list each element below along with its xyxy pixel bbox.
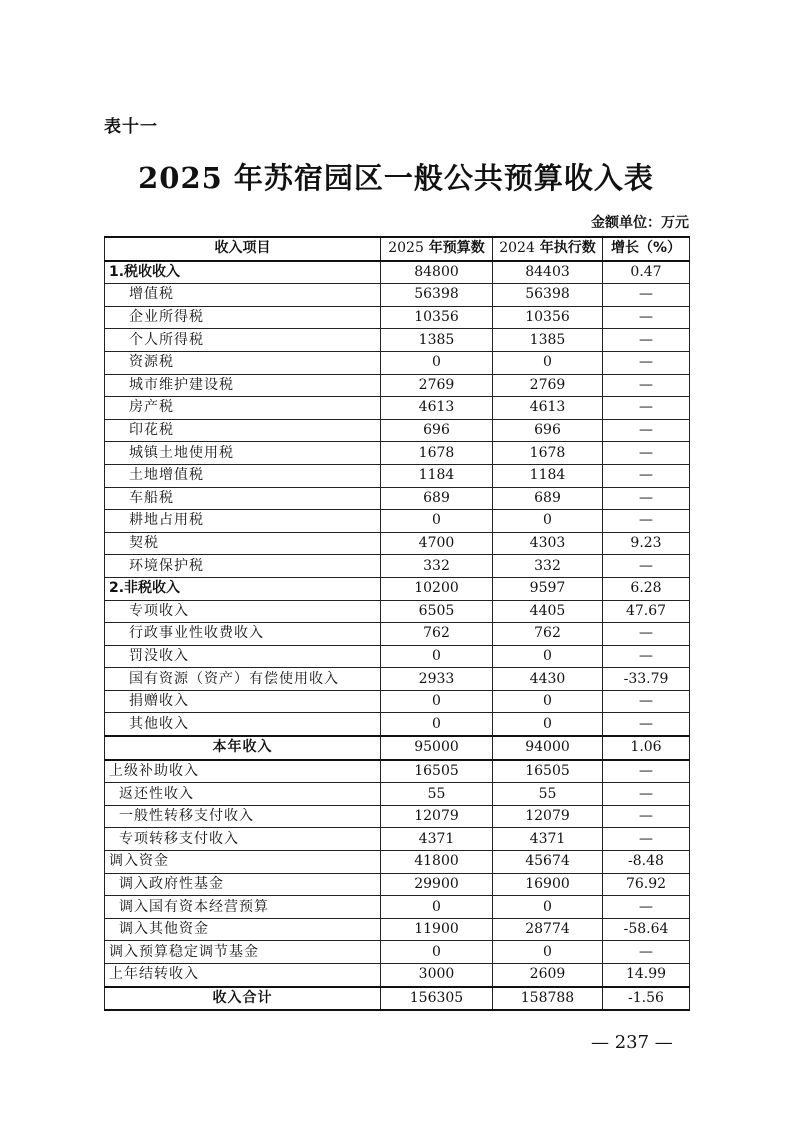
row-item: 专项收入 — [105, 600, 381, 623]
table-row — [105, 577, 690, 600]
table-row — [105, 918, 690, 941]
row-growth: — — [603, 828, 690, 851]
table-row — [105, 329, 690, 352]
row-execution: 0 — [493, 510, 603, 533]
row-budget: 4700 — [381, 532, 493, 555]
table-row — [105, 351, 690, 374]
row-execution: 16900 — [493, 873, 603, 896]
row-execution: 2609 — [493, 964, 603, 987]
row-budget: 10200 — [381, 577, 493, 600]
row-budget: 1385 — [381, 329, 493, 352]
row-item: 收入合计 — [105, 987, 381, 1011]
table-row — [105, 374, 690, 397]
row-budget: 56398 — [381, 284, 493, 307]
row-growth: — — [603, 941, 690, 964]
row-item: 车船税 — [105, 487, 381, 510]
row-growth: -58.64 — [603, 918, 690, 941]
row-execution: 94000 — [493, 736, 603, 760]
row-budget: 4613 — [381, 397, 493, 420]
row-budget: 12079 — [381, 805, 493, 828]
row-budget: 696 — [381, 419, 493, 442]
table-row — [105, 645, 690, 668]
table-header-row — [105, 237, 690, 261]
table-row — [105, 442, 690, 465]
budget-year: 2025 — [388, 240, 424, 257]
table-row — [105, 464, 690, 487]
row-execution: 4430 — [493, 668, 603, 691]
table-row — [105, 419, 690, 442]
row-execution: 0 — [493, 645, 603, 668]
row-item: 调入预算稳定调节基金 — [105, 941, 381, 964]
row-item: 调入国有资本经营预算 — [105, 896, 381, 919]
row-item: 返还性收入 — [105, 783, 381, 806]
row-item: 行政事业性收费收入 — [105, 623, 381, 646]
row-item: 上级补助收入 — [105, 760, 381, 783]
row-budget: 3000 — [381, 964, 493, 987]
row-execution: 762 — [493, 623, 603, 646]
table-row — [105, 896, 690, 919]
row-execution: 12079 — [493, 805, 603, 828]
table-row — [105, 873, 690, 896]
row-execution: 28774 — [493, 918, 603, 941]
table-body — [105, 261, 690, 1011]
row-budget: 6505 — [381, 600, 493, 623]
row-budget: 1678 — [381, 442, 493, 465]
table-row — [105, 600, 690, 623]
row-item: 专项转移支付收入 — [105, 828, 381, 851]
row-item: 增值税 — [105, 284, 381, 307]
row-execution: 689 — [493, 487, 603, 510]
row-growth: 1.06 — [603, 736, 690, 760]
table-row — [105, 668, 690, 691]
row-budget: 11900 — [381, 918, 493, 941]
row-budget: 0 — [381, 351, 493, 374]
row-item: 调入其他资金 — [105, 918, 381, 941]
row-execution: 4613 — [493, 397, 603, 420]
row-budget: 41800 — [381, 851, 493, 874]
row-execution: 4303 — [493, 532, 603, 555]
row-execution: 9597 — [493, 577, 603, 600]
row-growth: — — [603, 442, 690, 465]
row-growth: — — [603, 783, 690, 806]
unit-label: 金额单位：万元 — [591, 215, 689, 231]
row-item: 1.税收收入 — [105, 261, 381, 284]
row-item: 罚没收入 — [105, 645, 381, 668]
table-row — [105, 284, 690, 307]
row-growth: -8.48 — [603, 851, 690, 874]
row-budget: 4371 — [381, 828, 493, 851]
row-growth: — — [603, 510, 690, 533]
row-execution: 4405 — [493, 600, 603, 623]
row-execution: 4371 — [493, 828, 603, 851]
row-execution: 696 — [493, 419, 603, 442]
row-budget: 332 — [381, 555, 493, 578]
row-growth: 6.28 — [603, 577, 690, 600]
row-execution: 1385 — [493, 329, 603, 352]
row-budget: 0 — [381, 896, 493, 919]
table-row — [105, 306, 690, 329]
row-growth: 0.47 — [603, 261, 690, 284]
row-budget: 16505 — [381, 760, 493, 783]
row-growth: 14.99 — [603, 964, 690, 987]
table-row — [105, 510, 690, 533]
row-budget: 0 — [381, 941, 493, 964]
row-growth: — — [603, 645, 690, 668]
row-budget: 55 — [381, 783, 493, 806]
row-budget: 689 — [381, 487, 493, 510]
row-item: 一般性转移支付收入 — [105, 805, 381, 828]
row-growth: — — [603, 555, 690, 578]
row-budget: 29900 — [381, 873, 493, 896]
page-number: — 237 — — [591, 1032, 673, 1053]
row-execution: 2769 — [493, 374, 603, 397]
row-growth: 47.67 — [603, 600, 690, 623]
row-item: 资源税 — [105, 351, 381, 374]
row-execution: 158788 — [493, 987, 603, 1011]
row-growth: — — [603, 284, 690, 307]
row-item: 其他收入 — [105, 713, 381, 736]
row-item: 契税 — [105, 532, 381, 555]
table-label: 表十一 — [104, 117, 158, 137]
row-budget: 0 — [381, 690, 493, 713]
row-budget: 2933 — [381, 668, 493, 691]
row-growth: — — [603, 464, 690, 487]
row-growth: — — [603, 306, 690, 329]
table-row-total — [105, 987, 690, 1011]
exec-label: 年执行数 — [534, 240, 596, 257]
row-budget: 95000 — [381, 736, 493, 760]
row-execution: 10356 — [493, 306, 603, 329]
row-budget: 156305 — [381, 987, 493, 1011]
row-execution: 0 — [493, 713, 603, 736]
row-growth: — — [603, 623, 690, 646]
row-item: 本年收入 — [105, 736, 381, 760]
row-execution: 1678 — [493, 442, 603, 465]
row-item: 城市维护建设税 — [105, 374, 381, 397]
table-row — [105, 713, 690, 736]
budget-label: 年预算数 — [423, 240, 485, 257]
row-execution: 0 — [493, 941, 603, 964]
revenue-table — [104, 236, 690, 1011]
row-growth: — — [603, 690, 690, 713]
row-item: 环境保护税 — [105, 555, 381, 578]
row-budget: 0 — [381, 645, 493, 668]
row-execution: 0 — [493, 896, 603, 919]
row-item: 捐赠收入 — [105, 690, 381, 713]
row-item: 印花税 — [105, 419, 381, 442]
row-budget: 762 — [381, 623, 493, 646]
row-item: 房产税 — [105, 397, 381, 420]
column-header-growth: 增长（%） — [603, 237, 690, 261]
table-row — [105, 805, 690, 828]
row-growth: — — [603, 374, 690, 397]
table-row — [105, 555, 690, 578]
table-row — [105, 941, 690, 964]
document-title: 2025 年苏宿园区一般公共预算收入表 — [138, 161, 654, 195]
row-growth: — — [603, 713, 690, 736]
row-growth: — — [603, 397, 690, 420]
row-item: 国有资源（资产）有偿使用收入 — [105, 668, 381, 691]
row-execution: 16505 — [493, 760, 603, 783]
row-growth: — — [603, 419, 690, 442]
column-header-execution — [493, 237, 603, 261]
table-row — [105, 828, 690, 851]
exec-year: 2024 — [499, 240, 535, 257]
column-header-item: 收入项目 — [105, 237, 381, 261]
row-item: 调入政府性基金 — [105, 873, 381, 896]
row-execution: 45674 — [493, 851, 603, 874]
row-growth: — — [603, 896, 690, 919]
row-item: 2.非税收入 — [105, 577, 381, 600]
row-execution: 0 — [493, 690, 603, 713]
row-growth: 76.92 — [603, 873, 690, 896]
table-row — [105, 964, 690, 987]
row-item: 调入资金 — [105, 851, 381, 874]
column-header-budget — [381, 237, 493, 261]
row-growth: — — [603, 760, 690, 783]
table-row-subtotal — [105, 736, 690, 760]
row-growth: -1.56 — [603, 987, 690, 1011]
row-growth: — — [603, 805, 690, 828]
table-row — [105, 487, 690, 510]
table-row — [105, 532, 690, 555]
row-item: 耕地占用税 — [105, 510, 381, 533]
row-growth: 9.23 — [603, 532, 690, 555]
row-item: 个人所得税 — [105, 329, 381, 352]
row-execution: 332 — [493, 555, 603, 578]
row-execution: 56398 — [493, 284, 603, 307]
row-budget: 1184 — [381, 464, 493, 487]
row-growth: — — [603, 351, 690, 374]
row-execution: 0 — [493, 351, 603, 374]
table-row — [105, 397, 690, 420]
row-budget: 0 — [381, 713, 493, 736]
table-row — [105, 261, 690, 284]
row-budget: 84800 — [381, 261, 493, 284]
row-item: 城镇土地使用税 — [105, 442, 381, 465]
table-row — [105, 623, 690, 646]
table-row — [105, 783, 690, 806]
table-row — [105, 760, 690, 783]
row-budget: 10356 — [381, 306, 493, 329]
row-budget: 2769 — [381, 374, 493, 397]
row-execution: 1184 — [493, 464, 603, 487]
table-row — [105, 690, 690, 713]
row-item: 上年结转收入 — [105, 964, 381, 987]
row-growth: — — [603, 329, 690, 352]
row-execution: 84403 — [493, 261, 603, 284]
row-growth: — — [603, 487, 690, 510]
row-item: 企业所得税 — [105, 306, 381, 329]
row-growth: -33.79 — [603, 668, 690, 691]
row-execution: 55 — [493, 783, 603, 806]
row-budget: 0 — [381, 510, 493, 533]
table-row — [105, 851, 690, 874]
row-item: 土地增值税 — [105, 464, 381, 487]
